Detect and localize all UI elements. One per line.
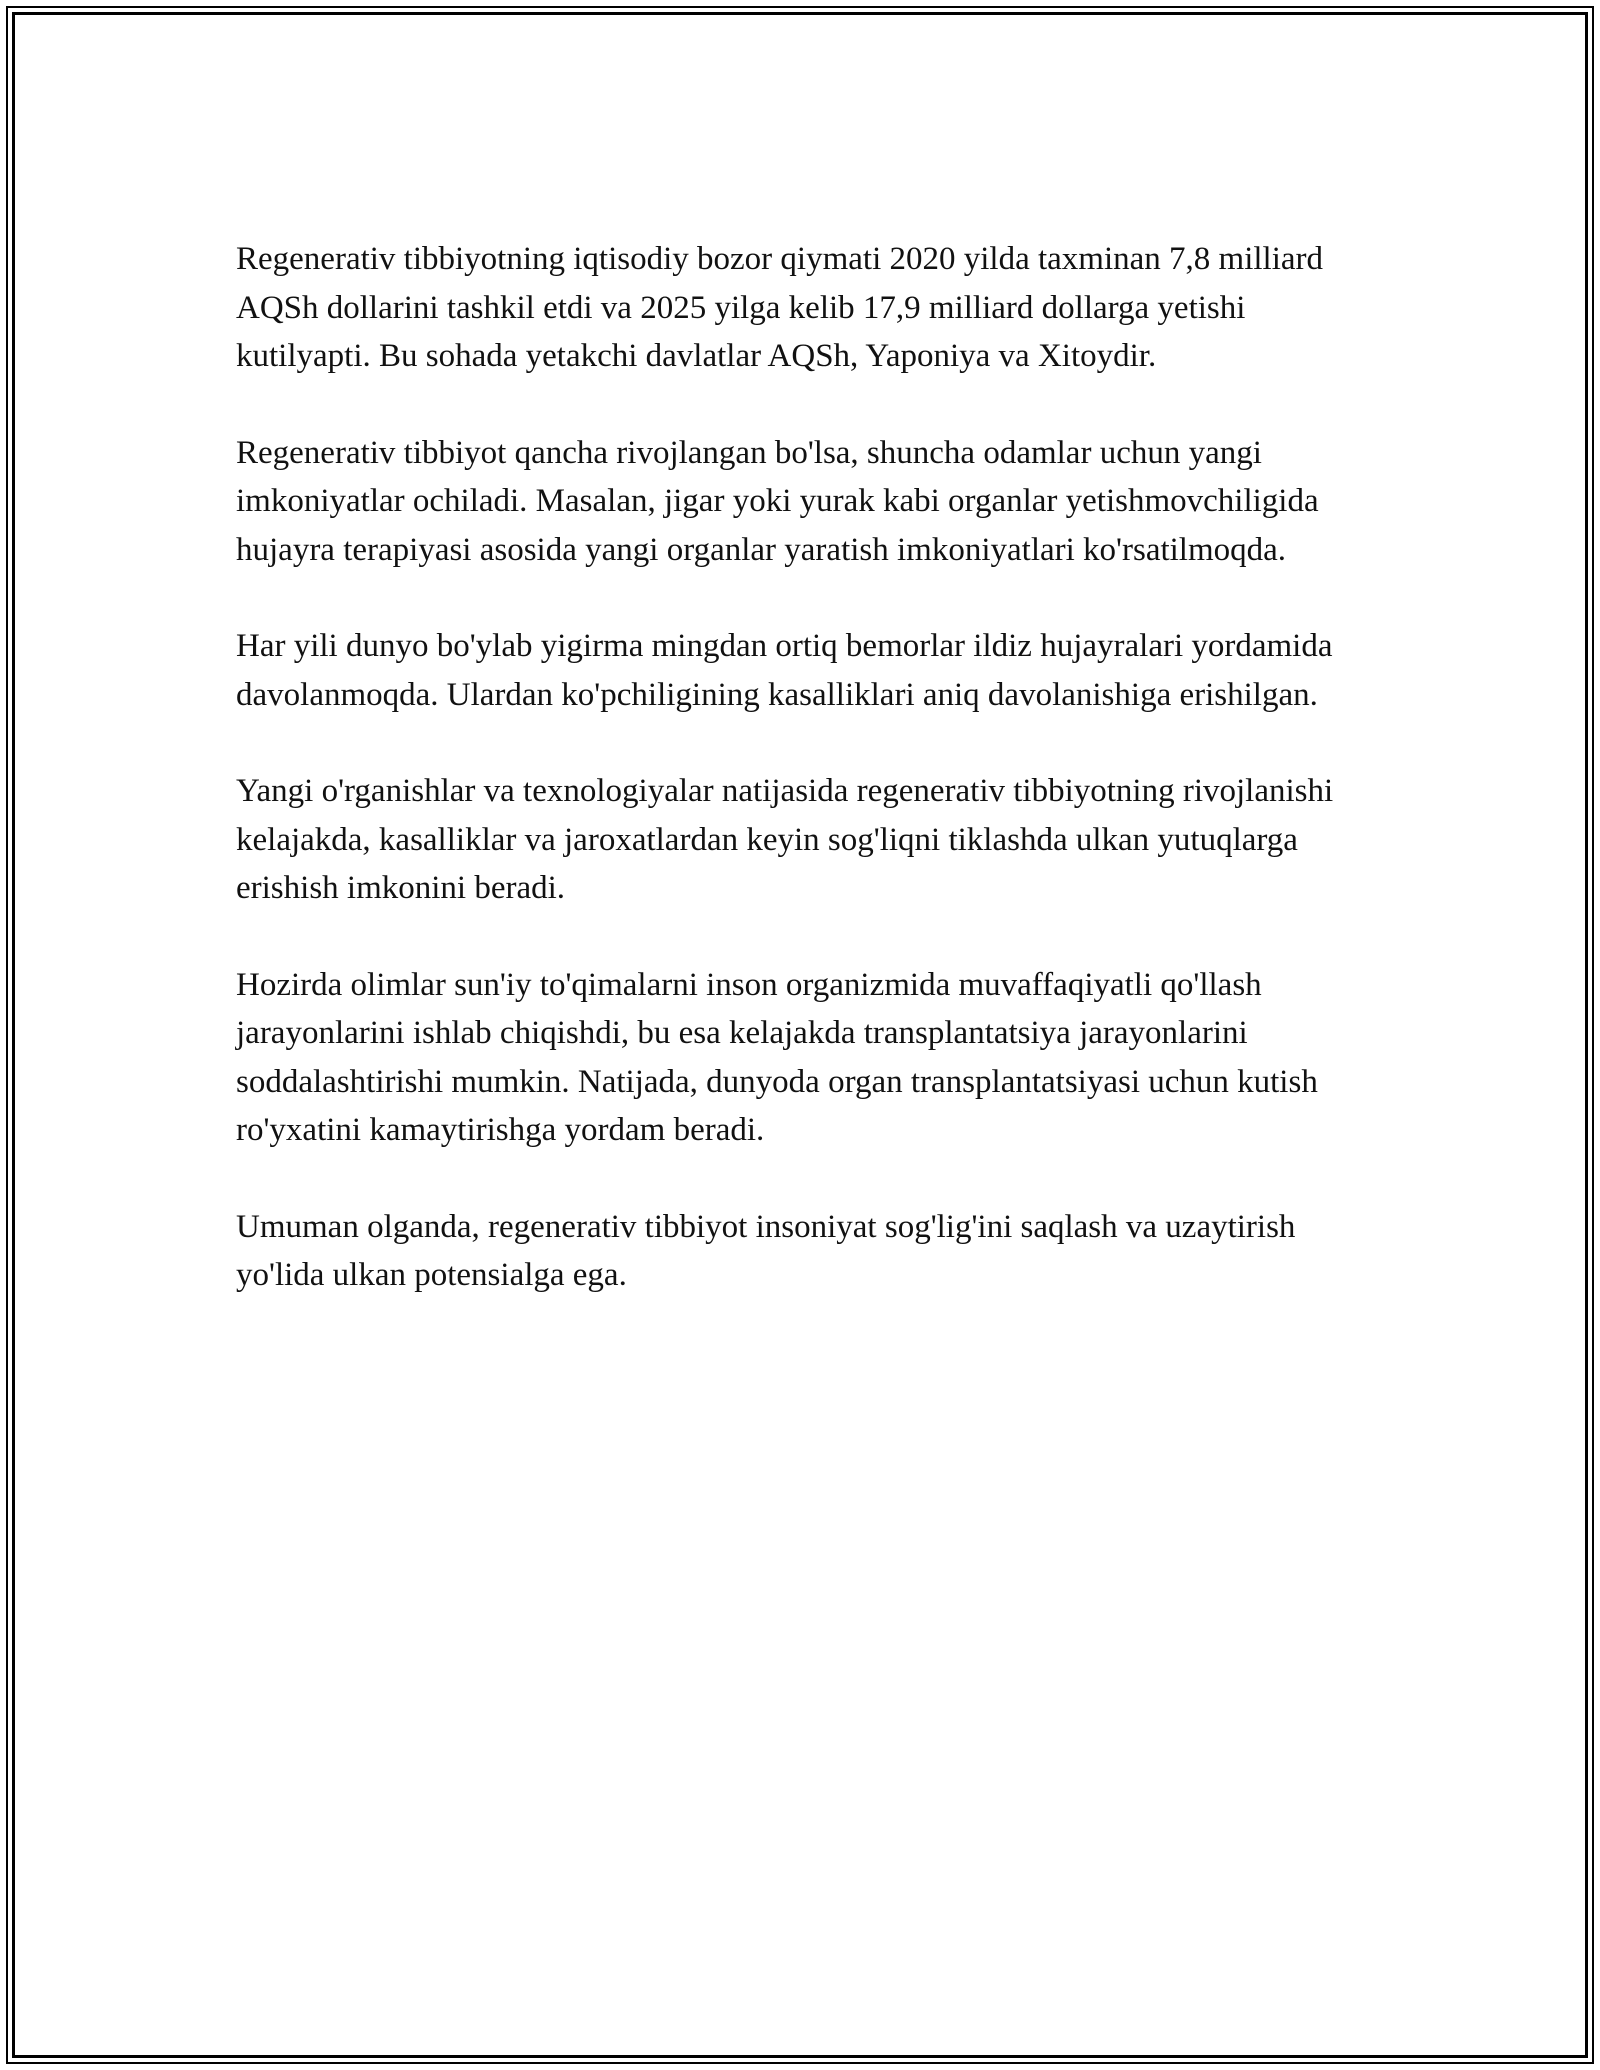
paragraph-future-development: Yangi o'rganishlar va texnologiyalar natijasida regenerativ tibbiyotning rivojlanishi kelajakda, kasalliklar va jaroxatlardan keyin sog'liqni tiklashda ulkan yutuqlarga erishish imkonini beradi.: [236, 773, 1334, 906]
paragraph-new-opportunities: Regenerativ tibbiyot qancha rivojlangan bo'lsa, shuncha odamlar uchun yangi imkoniyatlar ochiladi. Masalan, jigar yoki yurak kabi organlar yetishmovchiligida hujayra terapiyasi asosida yangi organlar yaratish imkoniyatlari ko'rsatilmoqda.: [236, 434, 1319, 568]
paragraph-stem-cell-patients: Har yili dunyo bo'ylab yigirma mingdan ortiq bemorlar ildiz hujayralari yordamida davolanmoqda. Ulardan ko'pchiligining kasalliklari aniq davolanishiga erishilgan.: [236, 628, 1333, 713]
paragraph-conclusion: Umuman olganda, regenerativ tibbiyot insoniyat sog'lig'ini saqlash va uzaytirish yo'lida ulkan potensialga ega.: [236, 1208, 1296, 1293]
paragraph-market-value: Regenerativ tibbiyotning iqtisodiy bozor qiymati 2020 yilda taxminan 7,8 milliard AQSh dollarini tashkil etdi va 2025 yilga kelib 17,9 milliard dollarga yetishi kutilyapti. Bu sohada yetakchi davlatlar AQSh, Yaponiya va Xitoydir.: [236, 241, 1324, 374]
document-body: [236, 235, 1376, 1348]
paragraph-artificial-tissues: Hozirda olimlar sun'iy to'qimalarni inson organizmida muvaffaqiyatli qo'llash jarayonlarini ishlab chiqishdi, bu esa kelajakda transplantatsiya jarayonlarini soddalashtirishi mumkin. Natijada, dunyoda organ transplantatsiyasi uchun kutish ro'yxatini kamaytirishga yordam beradi.: [236, 966, 1318, 1148]
